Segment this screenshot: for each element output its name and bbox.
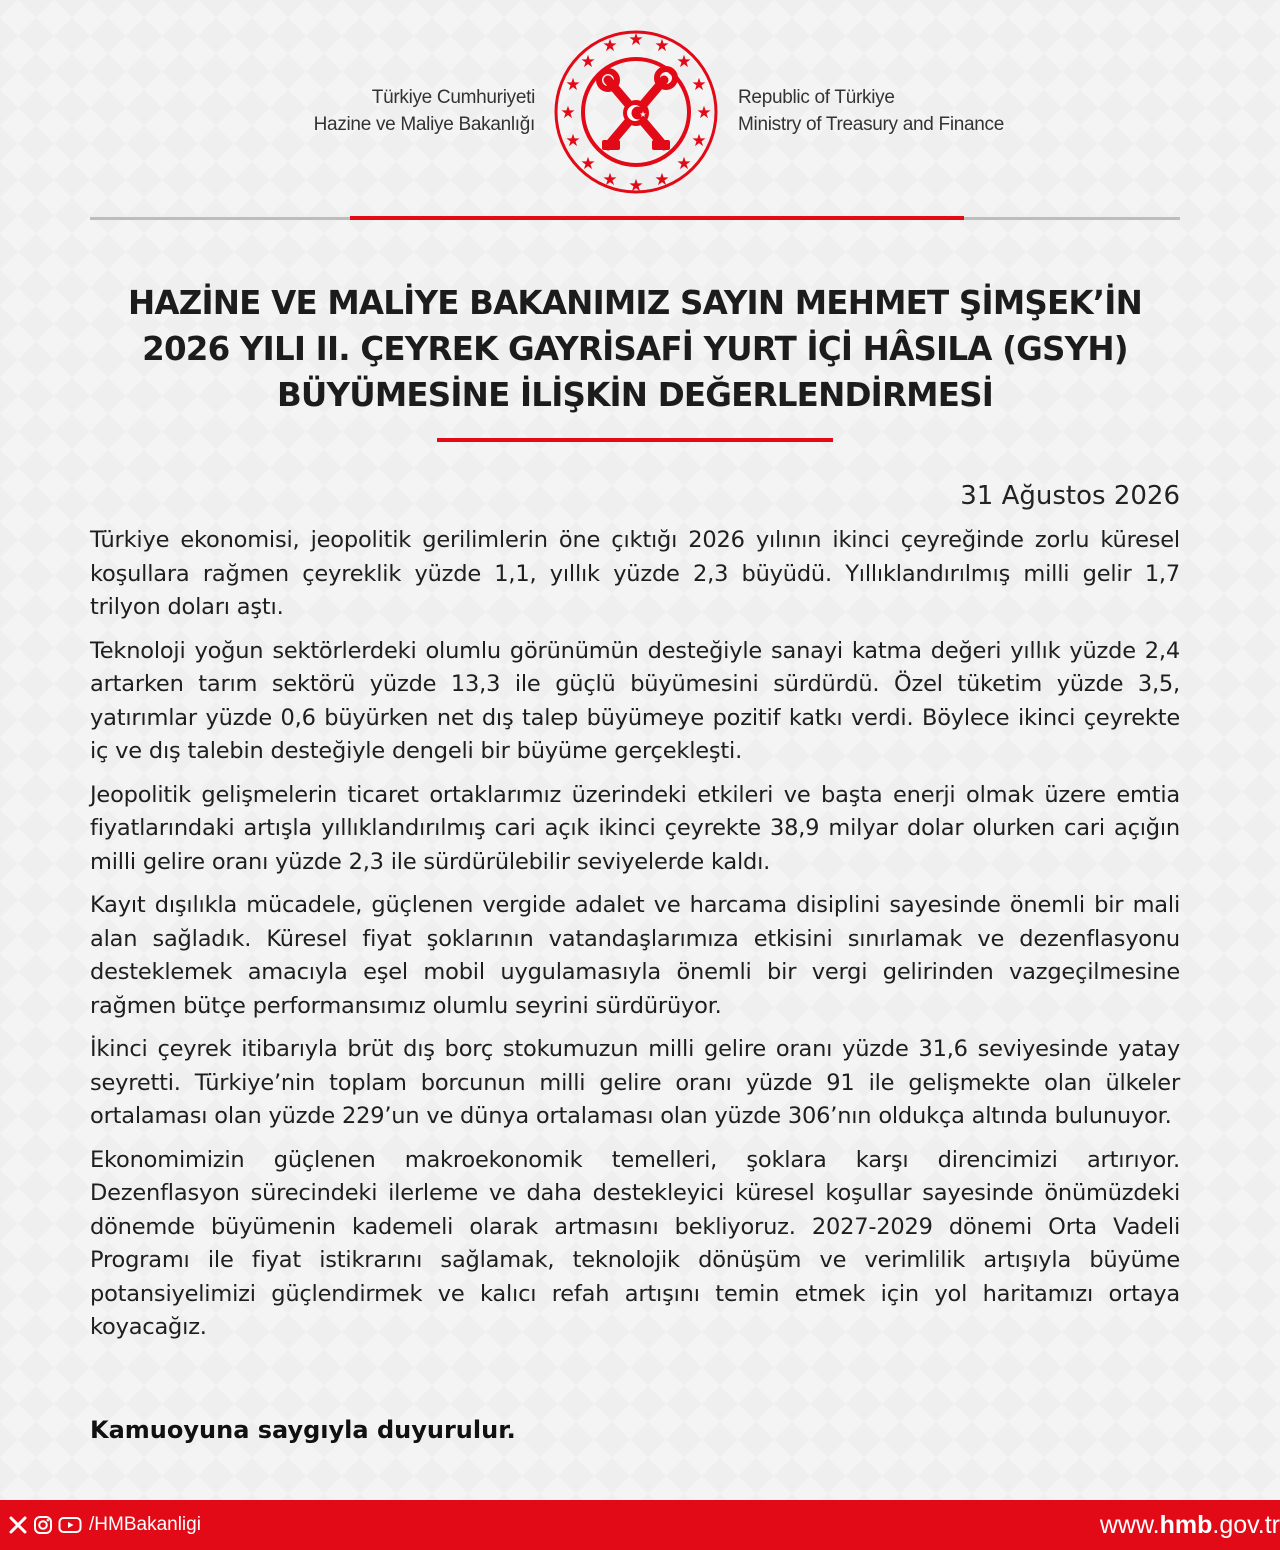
svg-text:★: ★: [691, 75, 707, 95]
org-en-line2: Ministry of Treasury and Finance: [738, 114, 1005, 135]
paragraph-5: İkinci çeyrek itibarıyla brüt dış borç stokumuzun milli gelire oranı yüzde 31,6 seviyesinde yatay seyretti. Türkiye’nin toplam borcunun milli gelire oranı yüzde 91 ile gelişmekte olan ülkeler ortalaması olan yüzde 229’un ve dünya ortalaması olan yüzde 306’nın oldukça altında bulunuyor.: [90, 1036, 1180, 1129]
ministry-emblem-logo: [544, 22, 728, 202]
title-underline: [437, 438, 833, 442]
social-handle[interactable]: /HMBakanligi: [89, 1514, 201, 1535]
paragraph-6: Ekonomimizin güçlenen makroekonomik temelleri, şoklara karşı direncimizi artırıyor. Dezenflasyon sürecindeki ilerleme ve daha destekleyici küresel koşullar sayesinde önümüzdeki dönemde büyümenin kademeli olarak artmasını bekliyoruz. 2027-2029 dönemi Orta Vadeli Programı ile fiyat istikrarını sağlamak, teknolojik dönüşüm ve verimlilik artışıyla büyüme potansiyelimizi güçlendirmek ve kalıcı refah artışını temin etmek için yol haritamızı ortaya koyacağız.: [90, 1146, 1180, 1340]
svg-text:★: ★: [676, 52, 692, 72]
svg-text:★: ★: [560, 103, 576, 123]
url-domain: hmb: [1159, 1511, 1213, 1539]
svg-text:★: ★: [628, 176, 644, 196]
paragraph-1: Türkiye ekonomisi, jeopolitik gerilimlerin öne çıktığı 2026 yılının ikinci çeyreğinde zorlu küresel koşullara rağmen çeyreklik yüzde 1,1, yıllık yüzde 2,3 büyüdü. Yıllıklandırılmış milli gelir 1,7 trilyon doları aştı.: [90, 527, 1180, 620]
svg-text:★: ★: [602, 36, 618, 56]
website-url[interactable]: [1100, 1510, 1280, 1540]
svg-text:★: ★: [676, 154, 692, 174]
org-en-line1: Republic of Türkiye: [738, 87, 895, 108]
title-line3: BÜYÜMESİNE İLİŞKİN DEĞERLENDİRMESİ: [276, 376, 994, 414]
svg-text:★: ★: [628, 30, 644, 50]
url-prefix: www.: [1099, 1511, 1160, 1539]
svg-text:★: ★: [639, 110, 647, 119]
svg-text:★: ★: [696, 103, 712, 123]
x-icon[interactable]: [8, 1515, 28, 1535]
paragraph-3: Jeopolitik gelişmelerin ticaret ortaklarımız üzerindeki etkileri ve başta enerji olmak üzere emtia fiyatlarındaki artışla yıllıklandırılmış cari açık ikinci çeyrekte 38,9 milyar dolar olurken cari açığın milli gelire oranı yüzde 2,3 ile sürdürülebilir seviyelerde kaldı.: [90, 781, 1180, 875]
org-name-turkish: [314, 84, 535, 138]
svg-text:★: ★: [691, 131, 707, 151]
org-name-english: [738, 84, 1004, 138]
title-line1: HAZİNE VE MALİYE BAKANIMIZ SAYIN MEHMET ŞİMŞEK’İN: [127, 284, 1143, 322]
svg-text:★: ★: [654, 170, 670, 190]
press-release-body: [90, 524, 1180, 1355]
paragraph-4: Kayıt dışılıkla mücadele, güçlenen vergide adalet ve harcama disiplini sayesinde önemli bir mali alan sağladık. Küresel fiyat şoklarının vatandaşlarımıza etkisini sınırlamak ve dezenflasyonu desteklemek amacıyla eşel mobil uygulamasıyla önemli bir vergi gelirinden vazgeçilmesine rağmen bütçe performansımız olumlu seyrini sürdürüyor.: [90, 892, 1180, 1019]
svg-text:★: ★: [565, 131, 581, 151]
release-date: 31 Ağustos 2026: [960, 481, 1180, 511]
paragraph-2: Teknoloji yoğun sektörlerdeki olumlu görünümün desteğiyle sanayi katma değeri yıllık yüzde 2,4 artarken tarım sektörü yüzde 13,3 ile güçlü büyümesini sürdürdü. Özel tüketim yüzde 3,5, yatırımlar yüzde 0,6 büyürken net dış talep büyümeye pozitif katkı verdi. Böylece ikinci çeyrekte iç ve dış talebin desteğiyle dengeli bir büyüme gerçekleşti.: [90, 637, 1180, 764]
header-divider-accent: [350, 216, 964, 220]
youtube-icon[interactable]: [58, 1515, 82, 1535]
svg-text:★: ★: [654, 36, 670, 56]
svg-text:★: ★: [602, 170, 618, 190]
social-links: [8, 1512, 201, 1538]
org-tr-line1: Türkiye Cumhuriyeti: [371, 87, 535, 108]
closing-statement: Kamuoyuna saygıyla duyurulur.: [90, 1416, 516, 1444]
instagram-icon[interactable]: [33, 1515, 53, 1535]
header: [0, 18, 1280, 198]
title-line2: 2026 YILI II. ÇEYREK GAYRİSAFİ YURT İÇİ HÂSILA (GSYH): [142, 330, 1128, 368]
url-suffix: .gov.tr: [1212, 1511, 1280, 1539]
org-tr-line2: Hazine ve Maliye Bakanlığı: [313, 114, 535, 135]
svg-text:★: ★: [580, 154, 596, 174]
svg-text:★: ★: [565, 75, 581, 95]
footer-bar: [0, 1500, 1280, 1550]
svg-text:★: ★: [580, 52, 596, 72]
press-release-title: [60, 280, 1210, 418]
